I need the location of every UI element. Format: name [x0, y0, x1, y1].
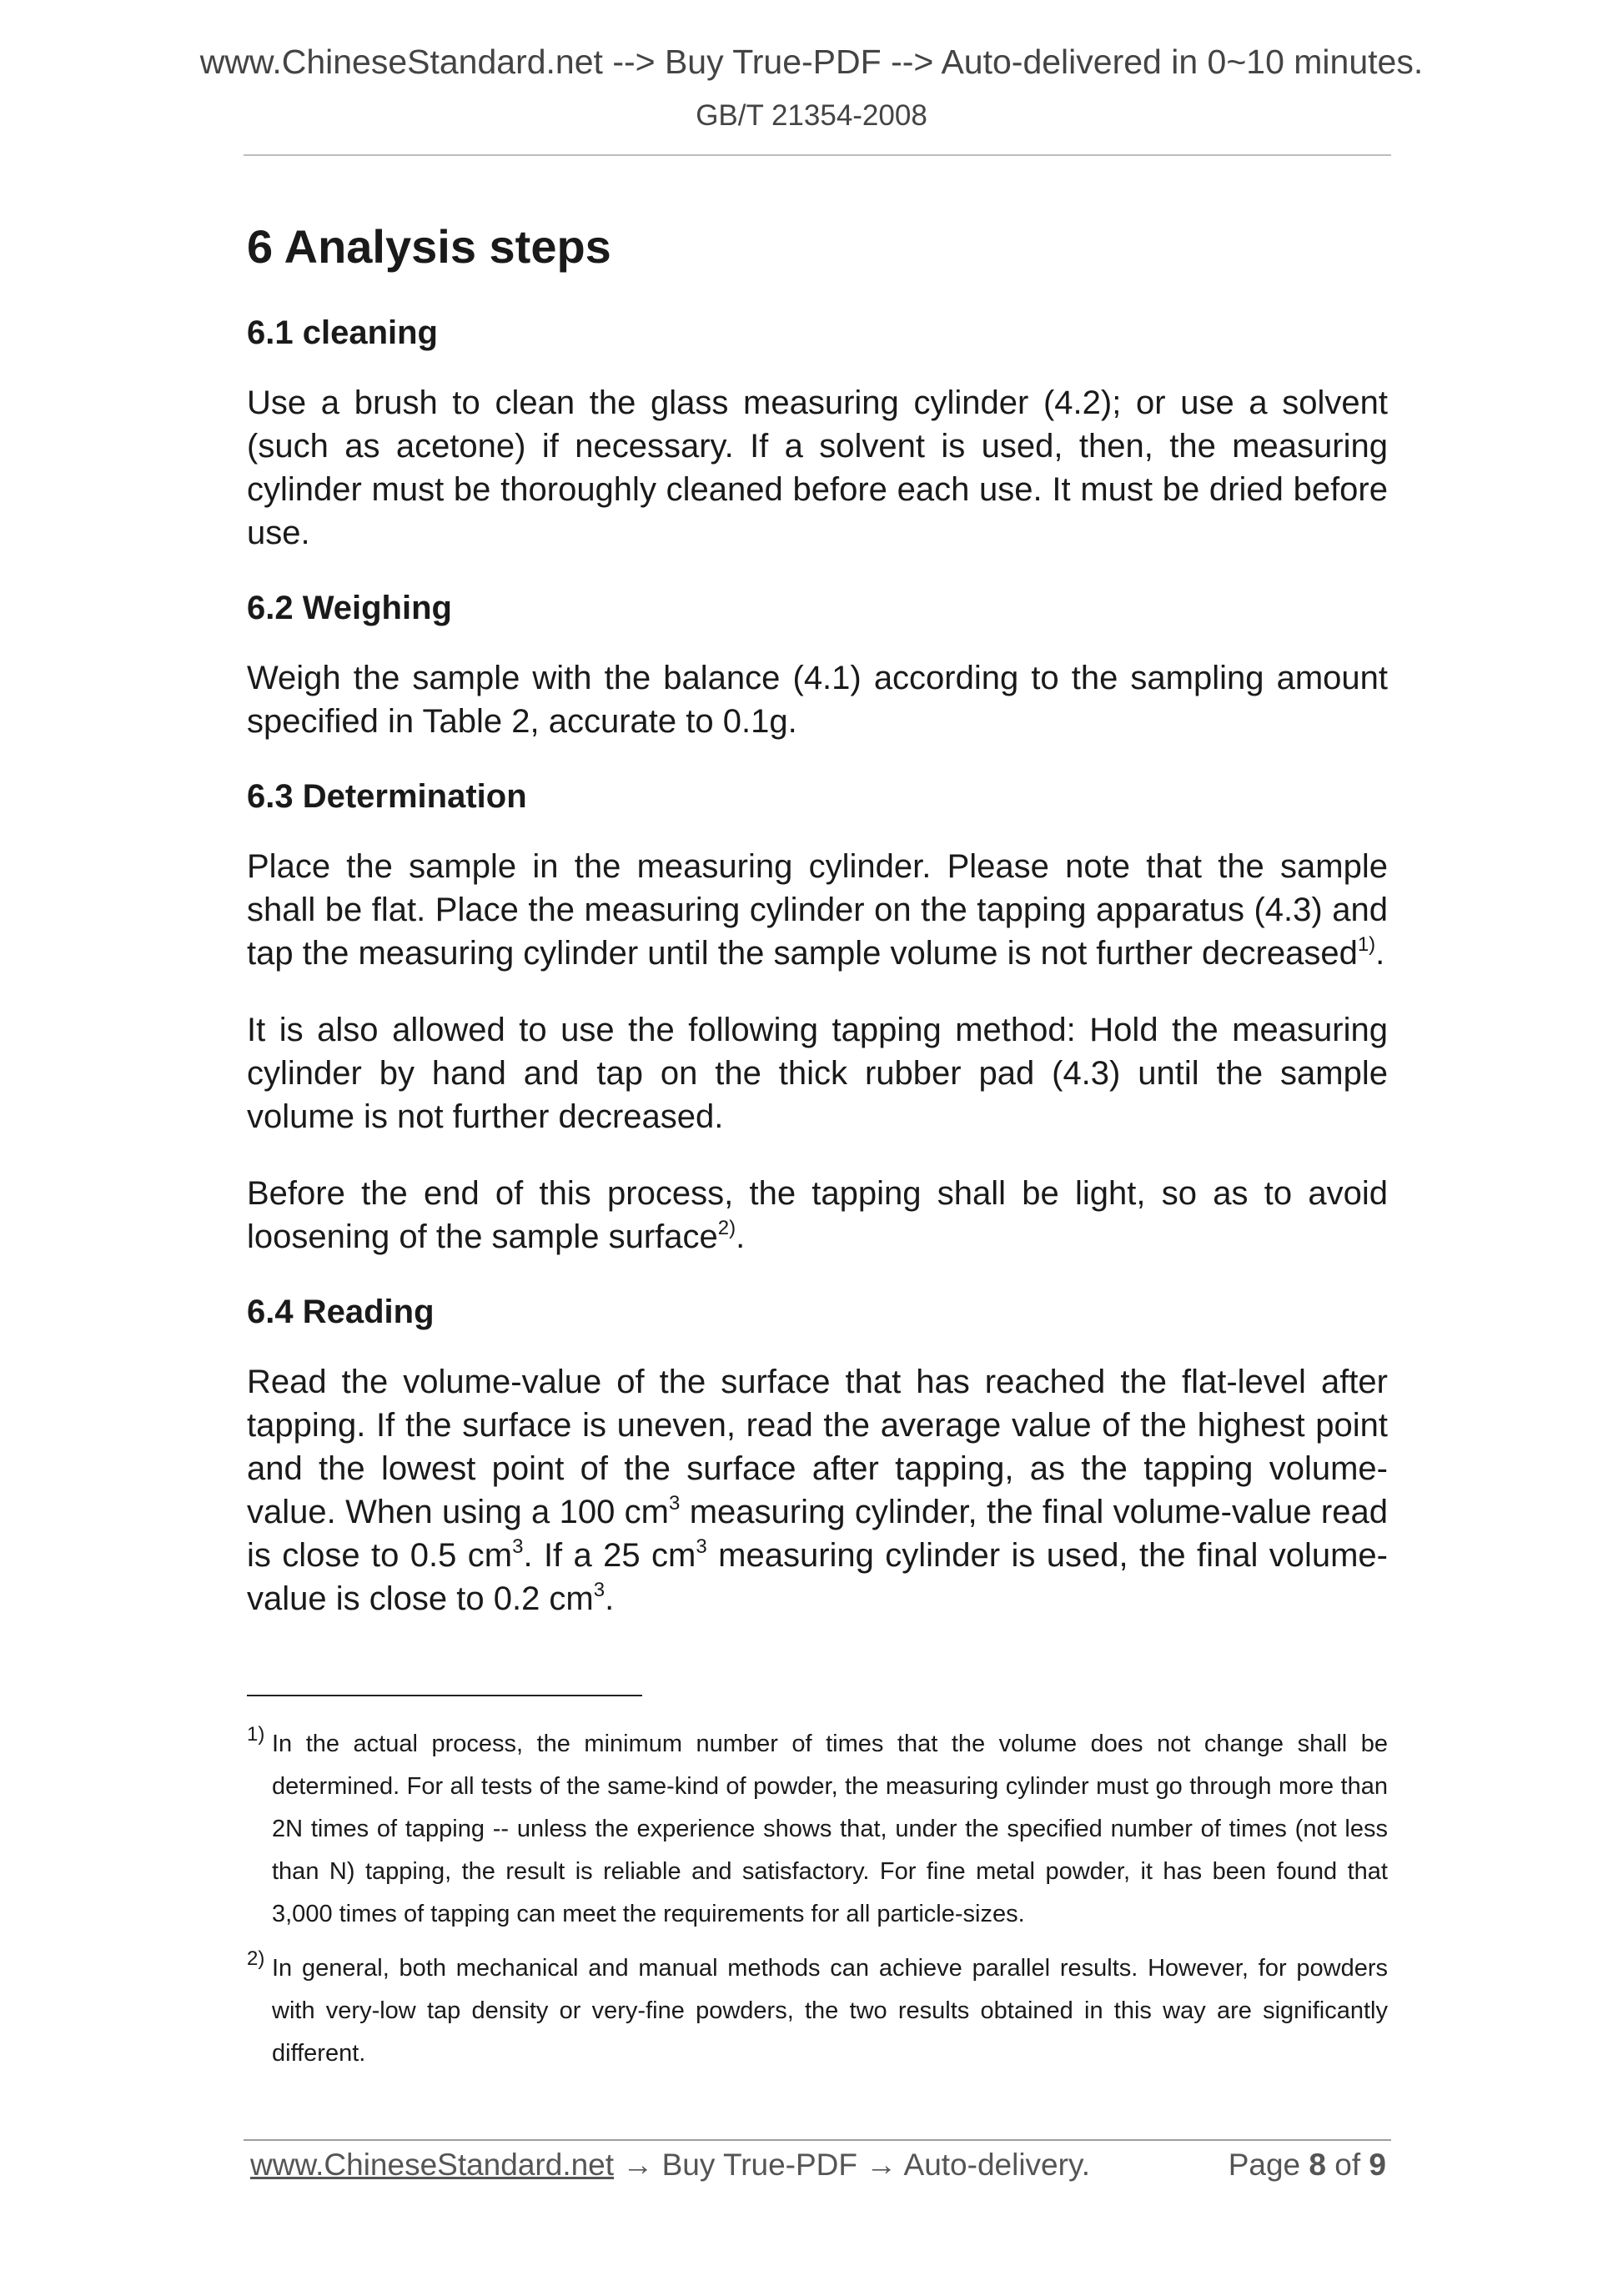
footnote-text: In the actual process, the minimum number of times that the volume does not change shall be determined. For all tests of the same-kind of powder, the measuring cylinder must go through more than 2N times of tapping -- unless the experience shows that, under the specified number of times (not less than N) tapping, the result is reliable and satisfactory. For fine metal powder, it has been found that 3,000 times of tapping can meet the requirements for all particle-sizes. [272, 1731, 1388, 1927]
page-body [247, 219, 1388, 1654]
text-run: measuring cylinder, the final volume-value read is close to 0.5 cm [247, 1494, 1388, 1575]
page-number [1229, 2147, 1386, 2183]
subsection-title-6-3: 6.3 Determination [247, 778, 527, 816]
page-current: 8 [1309, 2148, 1326, 2182]
footnote-mark: 2) [247, 1947, 265, 1970]
footer-text: → Buy True-PDF → Auto-delivery. [614, 2148, 1090, 2182]
footnote-mark: 1) [247, 1723, 265, 1746]
footnote-text: In general, both mechanical and manual methods can achieve parallel results. However, for powders with very-low tap density or very-fine powders, the two results obtained in this way are significantly different. [272, 1955, 1388, 2067]
text-run: . If a 25 cm [523, 1537, 696, 1575]
footnote-ref-1: 1) [1357, 933, 1376, 957]
superscript: 3 [669, 1492, 681, 1515]
standard-id: GB/T 21354-2008 [696, 99, 927, 132]
footnote-2 [247, 1947, 1388, 2075]
paragraph-reading [247, 1360, 1388, 1620]
subsection-title-6-2: 6.2 Weighing [247, 590, 452, 627]
footnotes [247, 1723, 1388, 2087]
text-run: . [605, 1580, 615, 1618]
superscript: 3 [696, 1535, 707, 1559]
header-banner: www.ChineseStandard.net --> Buy True-PDF --> Auto-delivered in 0~10 minutes. [199, 43, 1424, 81]
paragraph-end: . [736, 1218, 746, 1256]
subsection-title-6-1: 6.1 cleaning [247, 314, 438, 352]
footnote-1 [247, 1723, 1388, 1936]
paragraph-determination-2: It is also allowed to use the following tapping method: Hold the measuring cylinder by hand and tap on the thick rubber pad (4.3) until the sample volume is not further decreased. [247, 1012, 1388, 1136]
page-label: Page [1228, 2148, 1301, 2182]
paragraph-end: . [1375, 935, 1385, 972]
footer-link[interactable]: www.ChineseStandard.net [250, 2148, 615, 2182]
paragraph-determination-3 [247, 1172, 1388, 1259]
text-run: measuring cylinder is used, the final volume-value is close to 0.2 cm [247, 1537, 1389, 1618]
footnote-separator [247, 1695, 642, 1696]
footnote-ref-2: 2) [717, 1217, 736, 1240]
header-divider [244, 154, 1391, 156]
paragraph-text: Before the end of this process, the tapping shall be light, so as to avoid loosening of the sample surface [247, 1175, 1388, 1256]
footer-left [250, 2147, 1090, 2183]
page-total: 9 [1369, 2148, 1386, 2182]
paragraph-cleaning: Use a brush to clean the glass measuring cylinder (4.2); or use a solvent (such as acetone) if necessary. If a solvent is used, then, the measuring cylinder must be thoroughly cleaned before each use. It must be dried before use. [247, 384, 1388, 552]
paragraph-text: Place the sample in the measuring cylinder. Please note that the sample shall be flat. Place the measuring cylinder on the tapping apparatus (4.3) and tap the measuring cylinder until the sample volume is not further decreased [247, 848, 1388, 972]
footer-divider [244, 2139, 1391, 2141]
superscript: 3 [512, 1535, 524, 1559]
superscript: 3 [593, 1579, 605, 1602]
section-title: 6 Analysis steps [247, 220, 611, 273]
of-label: of [1334, 2148, 1361, 2182]
paragraph-determination-1 [247, 845, 1388, 975]
subsection-title-6-4: 6.4 Reading [247, 1294, 435, 1331]
text-run: Read the volume-value of the surface that has reached the flat-level after tapping. If the surface is uneven, read the average value of the highest point and the lowest point of the surface after tapping, as the tapping volume-value. When using a 100 cm [247, 1364, 1388, 1531]
paragraph-weighing: Weigh the sample with the balance (4.1) according to the sampling amount specified in Table 2, accurate to 0.1g. [247, 660, 1388, 741]
